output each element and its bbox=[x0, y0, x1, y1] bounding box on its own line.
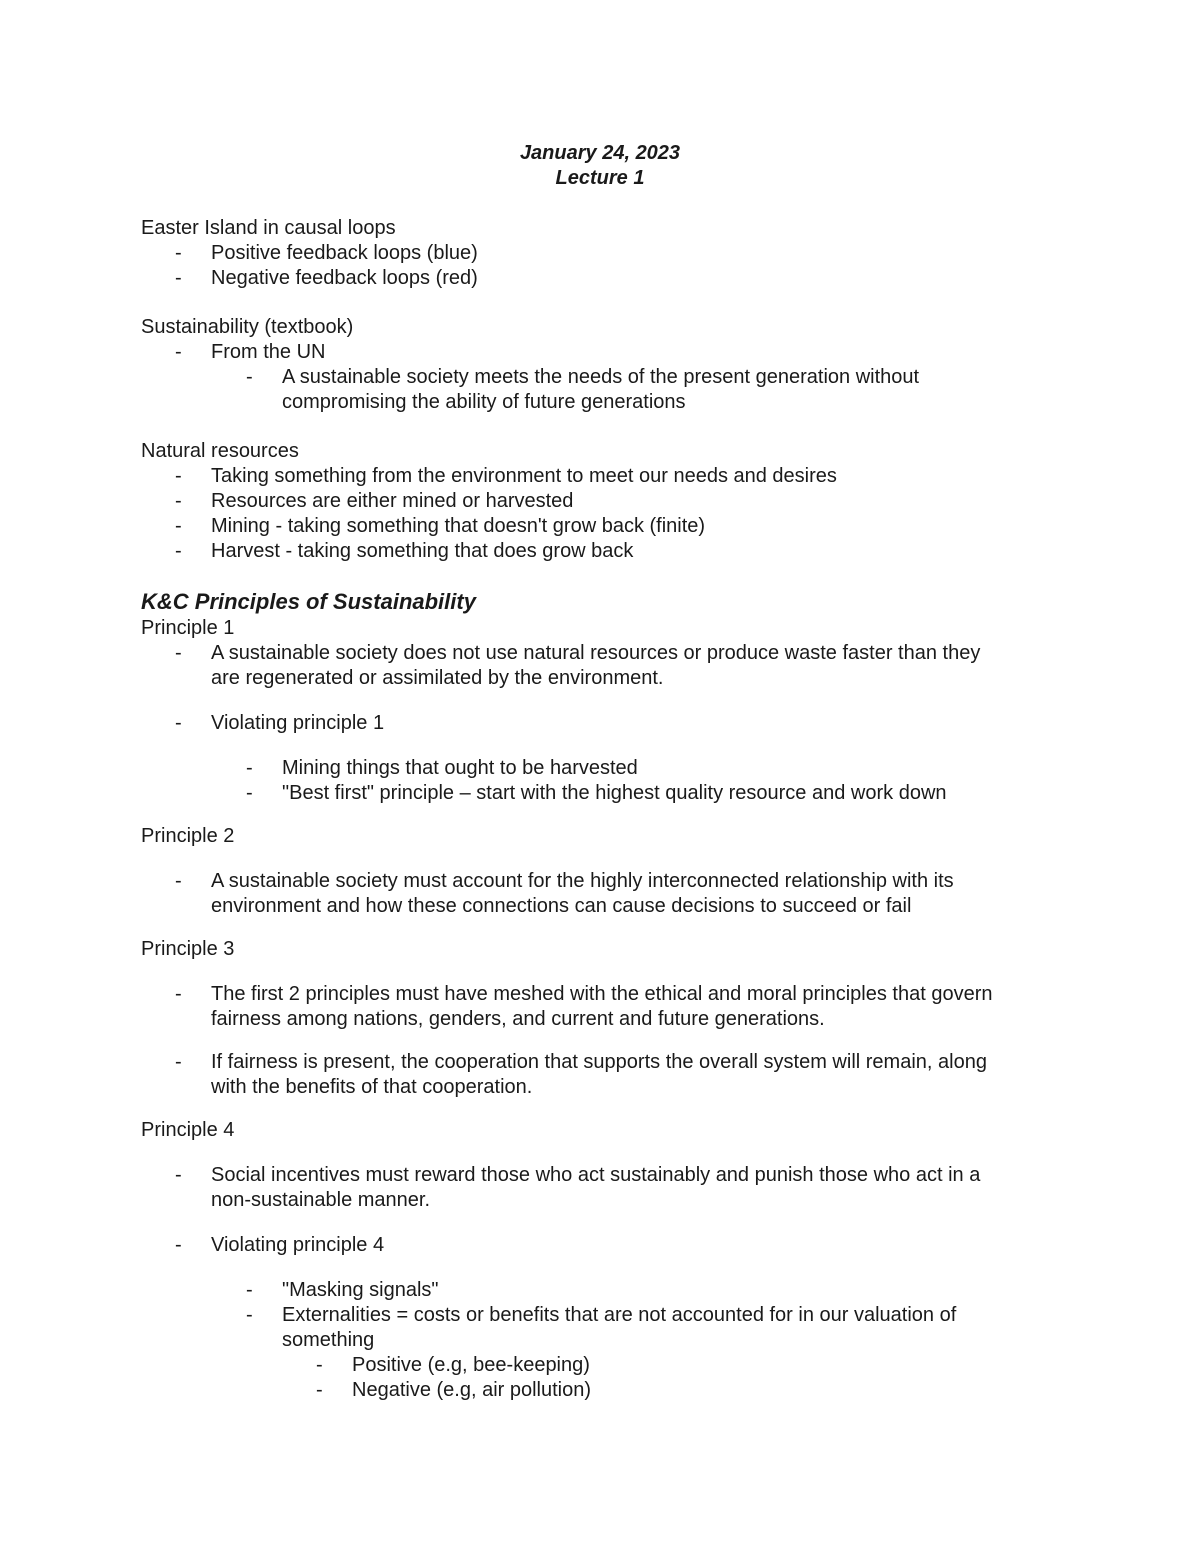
list-item: - Social incentives must reward those who act sustainably and punish those who act in a bbox=[175, 1164, 981, 1186]
list-item: - A sustainable society must account for the highly interconnected relationship with its bbox=[175, 870, 954, 892]
list-item: - Violating principle 1 bbox=[175, 712, 385, 734]
list-item-continuation: fairness among nations, genders, and current and future generations. bbox=[211, 1008, 825, 1030]
lecture-title: Lecture 1 bbox=[555, 167, 645, 189]
list-item: - Negative (e.g, air pollution) bbox=[316, 1379, 592, 1401]
list-item-continuation: with the benefits of that cooperation. bbox=[211, 1076, 533, 1098]
list-item: - Resources are either mined or harvested bbox=[175, 490, 574, 512]
section-title-sustainability: Sustainability (textbook) bbox=[141, 316, 354, 338]
list-item: - Taking something from the environment to meet our needs and desires bbox=[175, 465, 837, 487]
list-item-continuation: compromising the ability of future generations bbox=[282, 391, 686, 413]
list-item: - Mining things that ought to be harvested bbox=[246, 757, 638, 779]
principle-3-title: Principle 3 bbox=[141, 938, 235, 960]
section-title-easter: Easter Island in causal loops bbox=[141, 217, 396, 239]
list-item: - Harvest - taking something that does grow back bbox=[175, 540, 634, 562]
list-item: - If fairness is present, the cooperation that supports the overall system will remain, along bbox=[175, 1051, 987, 1073]
list-item: - A sustainable society does not use natural resources or produce waste faster than they bbox=[175, 642, 981, 664]
list-item: - Positive (e.g, bee-keeping) bbox=[316, 1354, 590, 1376]
list-item: - Externalities = costs or benefits that are not accounted for in our valuation of bbox=[246, 1304, 957, 1326]
list-item: - "Best first" principle – start with the highest quality resource and work down bbox=[246, 782, 947, 804]
principle-2-title: Principle 2 bbox=[141, 825, 235, 847]
principle-1-title: Principle 1 bbox=[141, 617, 235, 639]
list-item: - Violating principle 4 bbox=[175, 1234, 385, 1256]
list-item-continuation: environment and how these connections can cause decisions to succeed or fail bbox=[211, 895, 912, 917]
list-item: - "Masking signals" bbox=[246, 1279, 439, 1301]
list-item-continuation: are regenerated or assimilated by the environment. bbox=[211, 667, 664, 689]
list-item: - Positive feedback loops (blue) bbox=[175, 242, 478, 264]
notes-content bbox=[141, 216, 1061, 1403]
list-item-continuation: non-sustainable manner. bbox=[211, 1189, 431, 1211]
list-item: - From the UN bbox=[175, 341, 326, 363]
list-item: - Negative feedback loops (red) bbox=[175, 267, 478, 289]
list-item: - A sustainable society meets the needs of the present generation without bbox=[246, 366, 920, 388]
title-block bbox=[0, 141, 1200, 191]
principle-4-title: Principle 4 bbox=[141, 1119, 235, 1141]
list-item: - The first 2 principles must have meshed with the ethical and moral principles that govern bbox=[175, 983, 993, 1005]
section-heading-kc-principles: K&C Principles of Sustainability bbox=[141, 589, 476, 614]
list-item-continuation: something bbox=[282, 1329, 375, 1351]
section-title-natural-resources: Natural resources bbox=[141, 440, 299, 462]
list-item: - Mining - taking something that doesn't grow back (finite) bbox=[175, 515, 706, 537]
date-title: January 24, 2023 bbox=[519, 142, 681, 164]
